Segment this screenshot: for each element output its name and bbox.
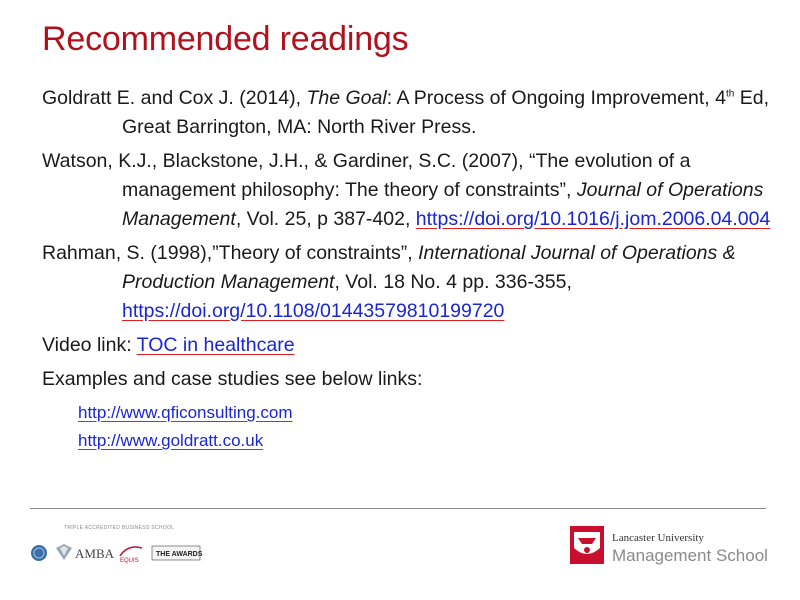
video-label: Video link: [42,334,137,356]
badge-equis-text: EQUIS [120,558,139,564]
reference-text: , Vol. 25, p 387-402, [235,208,416,230]
readings-list [42,84,782,455]
reference-text: Rahman, S. (1998),”Theory of constraints”, [42,242,419,264]
doi-link[interactable]: https://doi.org/10.1108/01443579810199720 [122,300,505,322]
footer-divider [30,508,766,509]
reference-text: , Vol. 18 No. 4 pp. 336-355, [334,271,572,293]
reference-text: Watson, K.J., Blackstone, J.H., & Gardiner, S.C. (2007), “The evolution of a management philosophy: The theory of constraints”, [42,150,691,201]
video-line [42,331,782,360]
reference-superscript: th [725,88,735,100]
reference-text: Goldratt E. and Cox J. (2014), [42,87,307,109]
badge-equis-logo [116,542,146,564]
examples-line: Examples and case studies see below links: [42,368,423,390]
reference-item [42,147,782,234]
badge-amba-logo [54,542,115,564]
university-name: Lancaster University [612,532,704,544]
qfi-link[interactable]: http://www.qficonsulting.com [78,403,293,422]
reference-item [42,84,782,142]
example-links [78,399,478,455]
badge-amba-text: AMBA [75,546,115,561]
doi-link[interactable]: https://doi.org/10.1016/j.jom.2006.04.004 [415,208,771,230]
badge-awards-logo [152,544,203,562]
reference-item [42,239,782,326]
reference-title: The Goal [306,87,387,109]
video-link[interactable]: TOC in healthcare [136,334,295,356]
accreditation-badges [30,538,206,568]
badge-globe-icon [30,544,48,562]
accreditation-caption: TRIPLE ACCREDITED BUSINESS SCHOOL [64,525,175,531]
reference-journal: International Journal of Operations & Production Management [122,242,736,293]
reference-text: Ed, Great Barrington, MA: North River Press. [122,87,769,138]
badge-awards-text: THE AWARDS [156,551,203,558]
slide-title: Recommended readings [42,20,409,58]
goldratt-link[interactable]: http://www.goldratt.co.uk [78,431,264,450]
school-name: Management School [612,546,768,565]
lancaster-crest-icon [568,526,606,571]
reference-journal: Journal of Operations Management [122,179,764,230]
reference-text: : A Process of Ongoing Improvement, 4 [386,87,726,109]
